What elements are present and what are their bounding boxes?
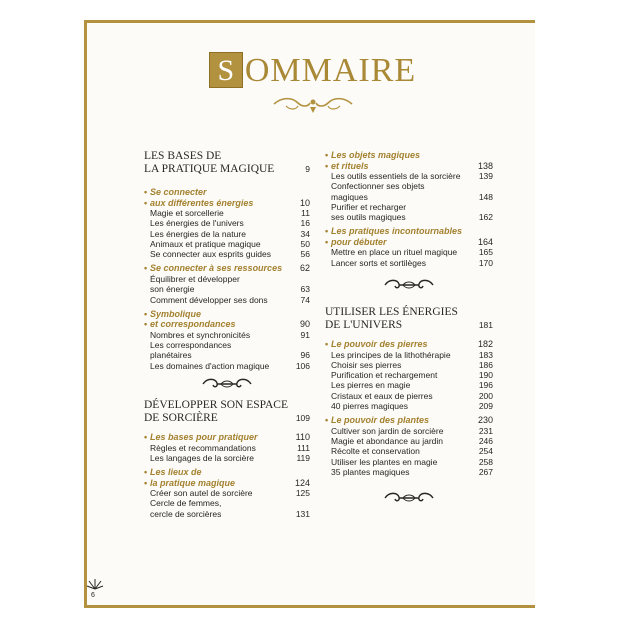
toc-entry (144, 443, 310, 453)
sunburst-icon (86, 576, 104, 590)
page-number: 162 (478, 212, 493, 223)
entry-label: 40 pierres magiques (331, 401, 409, 412)
section-title: • Les objets magiques (325, 150, 493, 161)
toc-left-column (144, 150, 310, 519)
entry-label: Magie et abondance au jardin (331, 436, 443, 447)
entry-label: Les énergies de la nature (150, 228, 246, 239)
section-title: • Les lieux de (144, 467, 310, 478)
page-number: 90 (299, 319, 310, 330)
part-title: DE SORCIÈRE (144, 411, 218, 424)
page-number: 258 (478, 456, 493, 467)
part-title: UTILISER LES ÉNERGIES (325, 306, 458, 319)
gold-border-left (84, 20, 87, 608)
toc-entry (144, 340, 310, 350)
toc-entry (144, 361, 310, 371)
page-number: 254 (478, 446, 493, 457)
title-text: OMMAIRE (244, 52, 417, 89)
toc-entry (144, 229, 310, 239)
entry-label: Confectionner ses objets (331, 181, 425, 192)
toc-entry (144, 218, 310, 228)
entry-label: son énergie (150, 284, 195, 295)
section-title-row (325, 415, 493, 426)
page-number: 209 (478, 401, 493, 412)
page-number: 96 (300, 350, 310, 361)
part-title-row (144, 412, 310, 425)
page-number: 74 (300, 294, 310, 305)
section-title: • pour débuter (331, 236, 387, 247)
title-flourish-icon (272, 95, 354, 115)
page-number: 110 (295, 432, 310, 443)
entry-label: Animaux et pratique magique (150, 238, 261, 249)
toc-entry (144, 509, 310, 519)
section-title-row (144, 478, 310, 489)
section-title: • et rituels (331, 160, 369, 171)
page-number: 63 (300, 284, 310, 295)
entry-label: Équilibrer et développer (150, 273, 240, 284)
section-title-row (144, 432, 310, 443)
page-number: 125 (295, 488, 310, 499)
entry-label: Choisir ses pierres (331, 359, 402, 370)
page-number: 11 (301, 208, 310, 218)
toc-entry (325, 370, 493, 380)
section-title: • Se connecter à ses ressources (150, 263, 283, 274)
toc-entry (144, 330, 310, 340)
page-number: 16 (300, 218, 310, 229)
page-number: 231 (478, 425, 493, 436)
entry-label: cercle de sorcières (150, 508, 222, 519)
page-number: 91 (300, 329, 310, 340)
entry-label: Cristaux et eaux de pierres (331, 390, 433, 401)
page-number: 106 (295, 360, 310, 371)
toc-entry (325, 467, 493, 477)
toc-section (144, 309, 310, 371)
page-number: 138 (477, 160, 493, 171)
part-title: DÉVELOPPER SON ESPACE (144, 399, 288, 412)
toc-entry (144, 350, 310, 360)
section-title-row (144, 319, 310, 330)
entry-label: Utiliser les plantes en magie (331, 456, 438, 467)
page-number: 119 (296, 452, 310, 463)
toc-section (325, 150, 493, 222)
page-number: 183 (478, 349, 493, 360)
section-title: • Les pratiques incontournables (325, 226, 493, 237)
entry-label: ses outils magiques (331, 212, 406, 223)
toc-entry (325, 171, 493, 181)
toc-entry (325, 247, 493, 257)
toc-section (325, 339, 493, 411)
section-title-row (325, 161, 493, 172)
toc-section (144, 263, 310, 304)
entry-label: Comment développer ses dons (150, 294, 268, 305)
entry-label: Cultiver son jardin de sorcière (331, 425, 444, 436)
toc-entry (325, 446, 493, 456)
entry-label: Nombres et synchronicités (150, 329, 251, 340)
section-title-row (144, 263, 310, 274)
toc-entry (144, 498, 310, 508)
section-title: • Le pouvoir des pierres (331, 339, 428, 350)
part-title: DE L'UNIVERS (325, 318, 403, 331)
page-number: 165 (478, 247, 493, 258)
section-title-row (325, 237, 493, 248)
page-number: 111 (297, 442, 310, 453)
divider-flourish-icon (383, 491, 435, 505)
toc-entry (325, 457, 493, 467)
page-number: 230 (477, 415, 493, 426)
toc-entry (144, 239, 310, 249)
toc-entry (144, 453, 310, 463)
page-number: 50 (300, 238, 310, 249)
page-title (0, 52, 625, 88)
page-number: 246 (478, 436, 493, 447)
entry-label: Récolte et conservation (331, 446, 420, 457)
toc-entry (325, 426, 493, 436)
page-number: 181 (478, 319, 493, 330)
part-title-row (325, 319, 493, 332)
entry-label: Les domaines d'action magique (150, 360, 270, 371)
section-title: • aux différentes énergies (150, 197, 254, 208)
toc-part-3 (325, 306, 493, 331)
entry-label: Les principes de la lithothérapie (331, 349, 451, 360)
section-title: • Se connecter (144, 187, 310, 198)
page-number: 62 (299, 263, 310, 274)
toc-entry (325, 181, 493, 191)
entry-label: Les outils essentiels de la sorcière (331, 171, 461, 181)
divider-flourish-icon (201, 377, 253, 391)
toc-part-2 (144, 399, 310, 424)
title-dropcap: S (209, 52, 243, 88)
toc-entry (325, 436, 493, 446)
toc-entry (325, 192, 493, 202)
page-number: 109 (295, 412, 310, 423)
toc-entry (325, 212, 493, 222)
section-title-row (325, 339, 493, 350)
page-number: 34 (300, 228, 310, 239)
entry-label: Lancer sorts et sortilèges (331, 257, 426, 268)
part-title-row (144, 163, 310, 176)
entry-label: Cercle de femmes, (150, 498, 222, 509)
toc-section (144, 187, 310, 259)
gold-border-bottom (84, 605, 535, 608)
section-title: • Le pouvoir des plantes (331, 415, 430, 426)
toc-entry (325, 360, 493, 370)
entry-label: Les langages de la sorcière (150, 452, 254, 463)
toc-entry (325, 401, 493, 411)
page-number: 131 (295, 508, 310, 519)
entry-label: Les correspondances (150, 340, 232, 351)
toc-entry (144, 284, 310, 294)
toc-section (144, 432, 310, 463)
section-title: • et correspondances (150, 319, 236, 330)
toc-section (325, 226, 493, 268)
page-number: 182 (477, 339, 493, 350)
page-number-footer: 6 (91, 592, 95, 599)
entry-label: Mettre en place un rituel magique (331, 247, 458, 258)
entry-label: Règles et recommandations (150, 442, 256, 453)
section-title: • Symbolique (144, 309, 310, 320)
toc-entry (325, 202, 493, 212)
toc-section (144, 467, 310, 519)
page-number: 10 (299, 197, 310, 208)
entry-label: planétaires (150, 350, 192, 361)
entry-label: Se connecter aux esprits guides (150, 249, 271, 260)
part-title: LES BASES DE (144, 150, 222, 162)
toc-entry (325, 391, 493, 401)
page-number: 9 (305, 163, 310, 174)
page-number: 148 (478, 191, 493, 202)
section-title: • Les bases pour pratiquer (150, 432, 258, 443)
entry-label: Magie et sorcellerie (150, 208, 224, 218)
toc-section (325, 415, 493, 477)
entry-label: Créer son autel de sorcière (150, 488, 253, 499)
gold-border-top (84, 20, 535, 23)
toc-entry (144, 249, 310, 259)
entry-label: Purification et rechargement (331, 370, 438, 381)
page-number: 190 (478, 370, 493, 381)
toc-entry (325, 350, 493, 360)
section-title-row (144, 198, 310, 209)
toc-entry (325, 258, 493, 268)
page-number: 139 (478, 171, 493, 181)
toc-part-1 (144, 150, 310, 175)
entry-label: Les énergies de l'univers (150, 218, 244, 229)
entry-label: Les pierres en magie (331, 380, 411, 391)
toc-entry (144, 488, 310, 498)
page-number: 186 (478, 359, 493, 370)
page-number: 164 (477, 236, 493, 247)
entry-label: 35 plantes magiques (331, 467, 410, 478)
page-number: 267 (478, 467, 493, 478)
toc-entry (144, 295, 310, 305)
section-title: • la pratique magique (150, 477, 236, 488)
entry-label: Purifier et recharger (331, 201, 407, 212)
page-number: 170 (478, 257, 493, 268)
entry-label: magiques (331, 191, 368, 202)
toc-entry (144, 208, 310, 218)
page-number: 196 (478, 380, 493, 391)
page-number: 56 (300, 249, 310, 260)
toc-entry (325, 380, 493, 390)
toc-right-column (325, 150, 493, 513)
divider-flourish-icon (383, 278, 435, 292)
part-title: LA PRATIQUE MAGIQUE (144, 162, 275, 175)
page-number: 200 (478, 390, 493, 401)
page-number: 124 (294, 477, 310, 488)
toc-entry (144, 274, 310, 284)
